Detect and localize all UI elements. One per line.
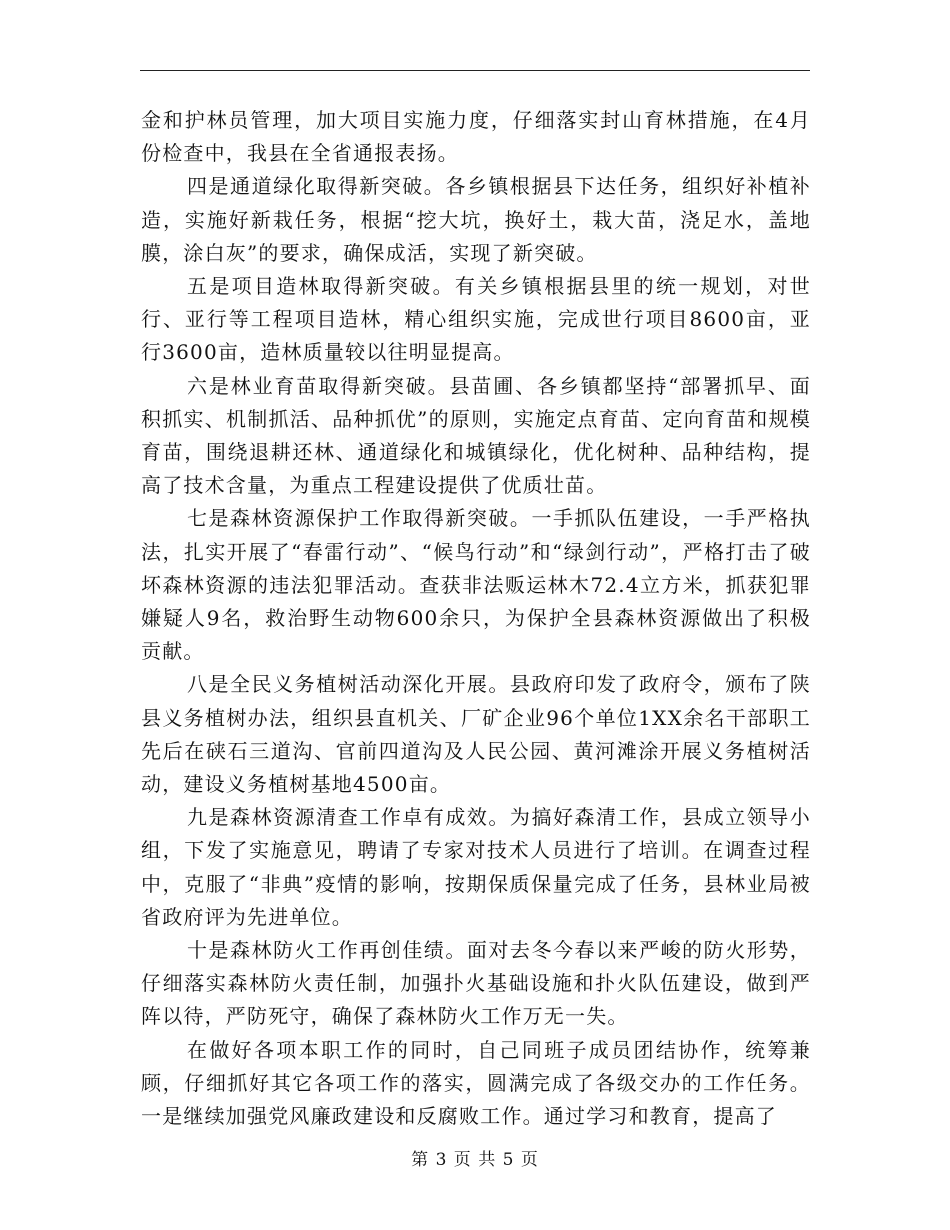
paragraph-5-project-afforestation: 五是项目造林取得新突破。有关乡镇根据县里的统一规划，对世行、亚行等工程项目造林，精心组织实施，完成世行项目8600亩，亚行3600亩，造林质量较以往明显提高。 [141, 274, 811, 365]
paragraph-4-road-greening: 四是通道绿化取得新突破。各乡镇根据县下达任务，组织好补植补造，实施好新栽任务，根据“挖大坑，换好土，栽大苗，浇足水，盖地膜，涂白灰”的要求，确保成活，实现了新突破。 [141, 174, 811, 265]
paragraph-9-forest-inventory: 九是森林资源清查工作卓有成效。为搞好森清工作，县成立领导小组，下发了实施意见，聘请了专家对技术人员进行了培训。在调查过程中，克服了“非典”疫情的影响，按期保质保量完成了任务，县林业局被省政府评为先进单位。 [141, 805, 811, 929]
paragraph-7-forest-protection: 七是森林资源保护工作取得新突破。一手抓队伍建设，一手严格执法，扎实开展了“春雷行动”、“候鸟行动”和“绿剑行动”，严格打击了破坏森林资源的违法犯罪活动。查获非法贩运林木72.4立方米，抓获犯罪嫌疑人9名，救治野生动物600余只，为保护全县森林资源做出了积极贡献。 [141, 506, 811, 664]
paragraph-continuation: 金和护林员管理，加大项目实施力度，仔细落实封山育林措施，在4月份检查中，我县在全省通报表扬。 [141, 108, 811, 166]
page-number: 第 3 页 共 5 页 [411, 1150, 539, 1170]
paragraph-other-work: 在做好各项本职工作的同时，自己同班子成员团结协作，统筹兼顾，仔细抓好其它各项工作的落实，圆满完成了各级交办的工作任务。一是继续加强党风廉政建设和反腐败工作。通过学习和教育，提高了 [141, 1037, 811, 1129]
paragraph-8-tree-planting: 八是全民义务植树活动深化开展。县政府印发了政府令，颁布了陕县义务植树办法，组织县直机关、厂矿企业96个单位1XX余名干部职工先后在硖石三道沟、官前四道沟及人民公园、黄河滩涂开展义务植树活动，建设义务植树基地4500亩。 [141, 672, 811, 797]
paragraph-10-fire-prevention: 十是森林防火工作再创佳绩。面对去冬今春以来严峻的防火形势，仔细落实森林防火责任制，加强扑火基础设施和扑火队伍建设，做到严阵以待，严防死守，确保了森林防火工作万无一失。 [141, 938, 811, 1029]
header-rule [140, 70, 810, 71]
paragraph-6-seedling-nursery: 六是林业育苗取得新突破。县苗圃、各乡镇都坚持“部署抓早、面积抓实、机制抓活、品种抓优”的原则，实施定点育苗、定向育苗和规模育苗，围绕退耕还林、通道绿化和城镇绿化，优化树种、品种结构，提高了技术含量，为重点工程建设提供了优质壮苗。 [141, 373, 811, 498]
document-body [141, 104, 811, 1133]
